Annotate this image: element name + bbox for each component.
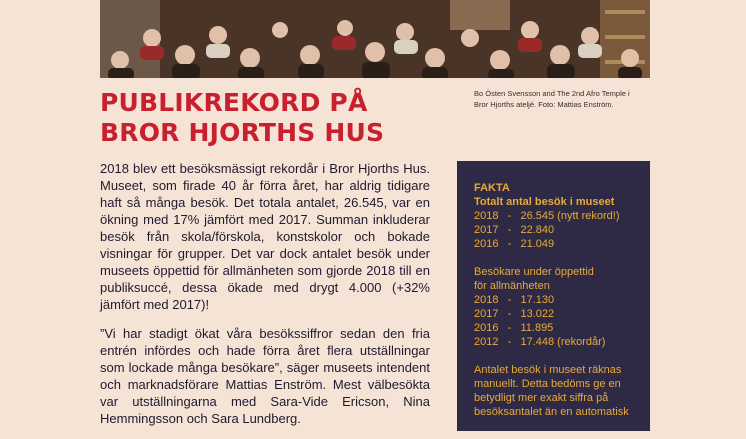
article-paragraph-2: ”Vi har stadigt ökat våra besökssiffror sedan den fria entrén infördes och hade förra året flera utställningar som lockade många besökare”, säger museets intendent och marknadsförare Mattias Enström. Mest välbesökta var utställningarna med Sara-Vide Ericson, Nina Hemmingsson och Sara Lundberg. (100, 326, 430, 426)
total-row-2017: 2017 - 22.840 (474, 224, 555, 236)
caption-line-2: Bror Hjorths ateljé. Foto: Mattias Enström. (474, 100, 614, 109)
total-row-2016: 2016 - 21.049 (474, 238, 555, 250)
facts-title: FAKTA (474, 182, 510, 194)
audience-photo-illustration (100, 0, 650, 78)
facts-box (457, 161, 650, 431)
open-row-2017: 2017 - 13.022 (474, 308, 555, 320)
open-row-2018: 2018 - 17.130 (474, 294, 555, 306)
open-row-2016: 2016 - 11.895 (474, 322, 554, 334)
caption-line-1: Bo Östen Svensson and The 2nd Afro Temple i (474, 89, 630, 98)
article-body (100, 160, 430, 439)
open-row-2012: 2012 - 17.448 (rekordår) (474, 336, 606, 348)
note-line-2: manuellt. Detta bedöms ge en (474, 378, 621, 390)
total-visits-heading: Totalt antal besök i museet (474, 196, 615, 208)
note-line-4: besöksantalet än en automatisk (474, 406, 629, 418)
total-row-2018: 2018 - 26.545 (nytt rekord!) (474, 210, 620, 222)
article-paragraph-1: 2018 blev ett besöksmässigt rekordår i Bror Hjorths Hus. Museet, som firade 40 år förra året, har aldrig tidigare haft så många besök. Det totala antalet, 26.545, var en ökning med 17% jämfört med 2017. Summan inkluderar besök från skola/förskola, konstskolor och bokade visningar för grupper. Det var dock antalet besök under museets öppettid för allmänheten som gjorde 2018 till en publiksuccé, dessa ökade med drygt 4.000 (+32% jämfört med 2017)! (100, 161, 430, 312)
note-line-3: betydligt mer exakt siffra på (474, 392, 609, 404)
open-hours-heading (474, 265, 638, 293)
note-line-1: Antalet besök i museet räknas (474, 364, 622, 376)
headline-line-2: BROR HJORTHS HUS (100, 118, 385, 147)
open-heading-line-2: för allmänheten (474, 280, 550, 292)
headline-line-1: PUBLIKREKORD PÅ (100, 88, 368, 117)
photo-caption (474, 88, 654, 110)
open-heading-line-1: Besökare under öppettid (474, 266, 594, 278)
audience-photo (100, 0, 650, 78)
counting-note (474, 363, 638, 419)
headline (100, 88, 440, 148)
